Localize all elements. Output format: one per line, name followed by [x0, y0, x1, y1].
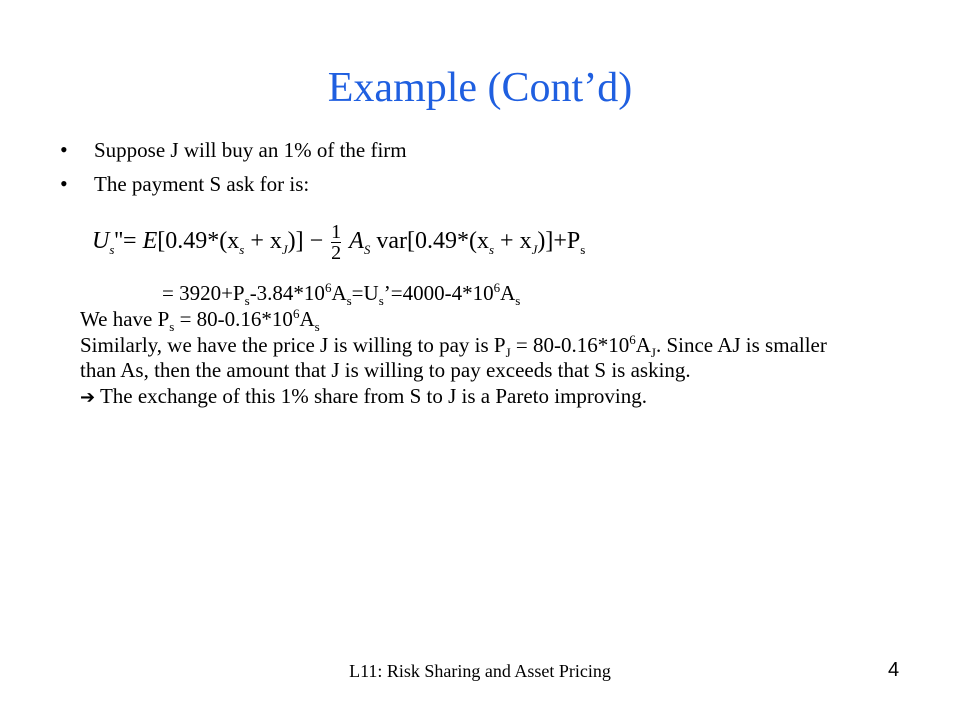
text: A	[331, 281, 347, 305]
text: = 80-0.16*10	[174, 307, 293, 331]
bullet-icon: •	[60, 137, 68, 162]
page-number: 4	[888, 659, 900, 681]
sup: 6	[324, 280, 332, 295]
eq-prime: ''=	[114, 228, 137, 255]
text: A	[500, 281, 516, 305]
conclusion-line	[80, 384, 647, 409]
sup: 6	[493, 280, 501, 295]
sub: s	[515, 293, 521, 309]
sub: s	[314, 319, 320, 335]
eq-sub: s	[580, 241, 586, 257]
bullet-text: The payment S ask for is:	[94, 172, 310, 196]
math-block	[80, 212, 940, 412]
text: than As, then the amount that J is willing to pay exceeds that S is asking.	[80, 358, 691, 382]
sup: 6	[629, 332, 636, 347]
text: Similarly, we have the price J is willing to pay is P	[80, 333, 506, 357]
bullet-item	[60, 170, 407, 204]
eq-fraction	[331, 222, 341, 263]
sub: J	[650, 345, 656, 361]
eq-a: A	[349, 228, 364, 255]
text: -3.84*10	[249, 281, 325, 305]
bullet-text: Suppose J will buy an 1% of the firm	[94, 138, 407, 162]
bullet-icon: •	[60, 171, 68, 196]
text: We have P	[80, 307, 170, 331]
text: The exchange of this 1% share from S to J is a Pareto improving.	[95, 384, 648, 408]
eq-frac-num: 1	[331, 221, 342, 243]
text: A	[635, 333, 651, 357]
sub: s	[346, 293, 352, 309]
eq-part: )]	[537, 228, 554, 255]
eq-part: [0.49*(x	[407, 228, 489, 255]
text: A	[299, 307, 315, 331]
footer-text: L11: Risk Sharing and Asset Pricing	[349, 661, 611, 681]
eq-sub: S	[363, 241, 371, 257]
eq-part: + x	[494, 228, 532, 255]
text: = 80-0.16*10	[510, 333, 630, 357]
equation-line	[92, 222, 585, 263]
sub: J	[505, 345, 511, 361]
text: . Since AJ is smaller	[655, 333, 827, 357]
eq-part: +P	[553, 228, 581, 255]
eq-sub: J	[281, 241, 288, 257]
eq-minus: −	[309, 228, 324, 255]
bullet-item	[60, 136, 407, 170]
we-have-line	[80, 306, 320, 335]
text: =U	[351, 281, 379, 305]
eq-var: var	[370, 228, 407, 255]
eq-sub: J	[531, 241, 538, 257]
eq-frac-den: 2	[331, 242, 342, 264]
eq-u: U	[92, 228, 110, 255]
text: = 3920+P	[162, 281, 245, 305]
slide-title: Example (Cont’d)	[327, 65, 633, 111]
eq-sub: s	[239, 241, 245, 257]
eq-part: )]	[287, 228, 304, 255]
eq-u-sub: s	[109, 241, 115, 257]
sub: s	[169, 319, 175, 335]
eq-expectation: E	[142, 228, 158, 255]
than-as-line	[80, 358, 691, 383]
eq-part: + x	[244, 228, 282, 255]
sub: s	[244, 293, 250, 309]
arrow-right-icon: ➔	[80, 387, 96, 408]
text: ’=4000-4*10	[383, 281, 494, 305]
eq-part: [0.49*(x	[157, 228, 240, 255]
similarly-line	[80, 332, 827, 361]
bullet-list	[60, 136, 407, 204]
sup: 6	[292, 306, 300, 321]
eq-sub: s	[488, 241, 495, 257]
sub: s	[378, 293, 384, 309]
equation-line-2	[162, 280, 520, 309]
